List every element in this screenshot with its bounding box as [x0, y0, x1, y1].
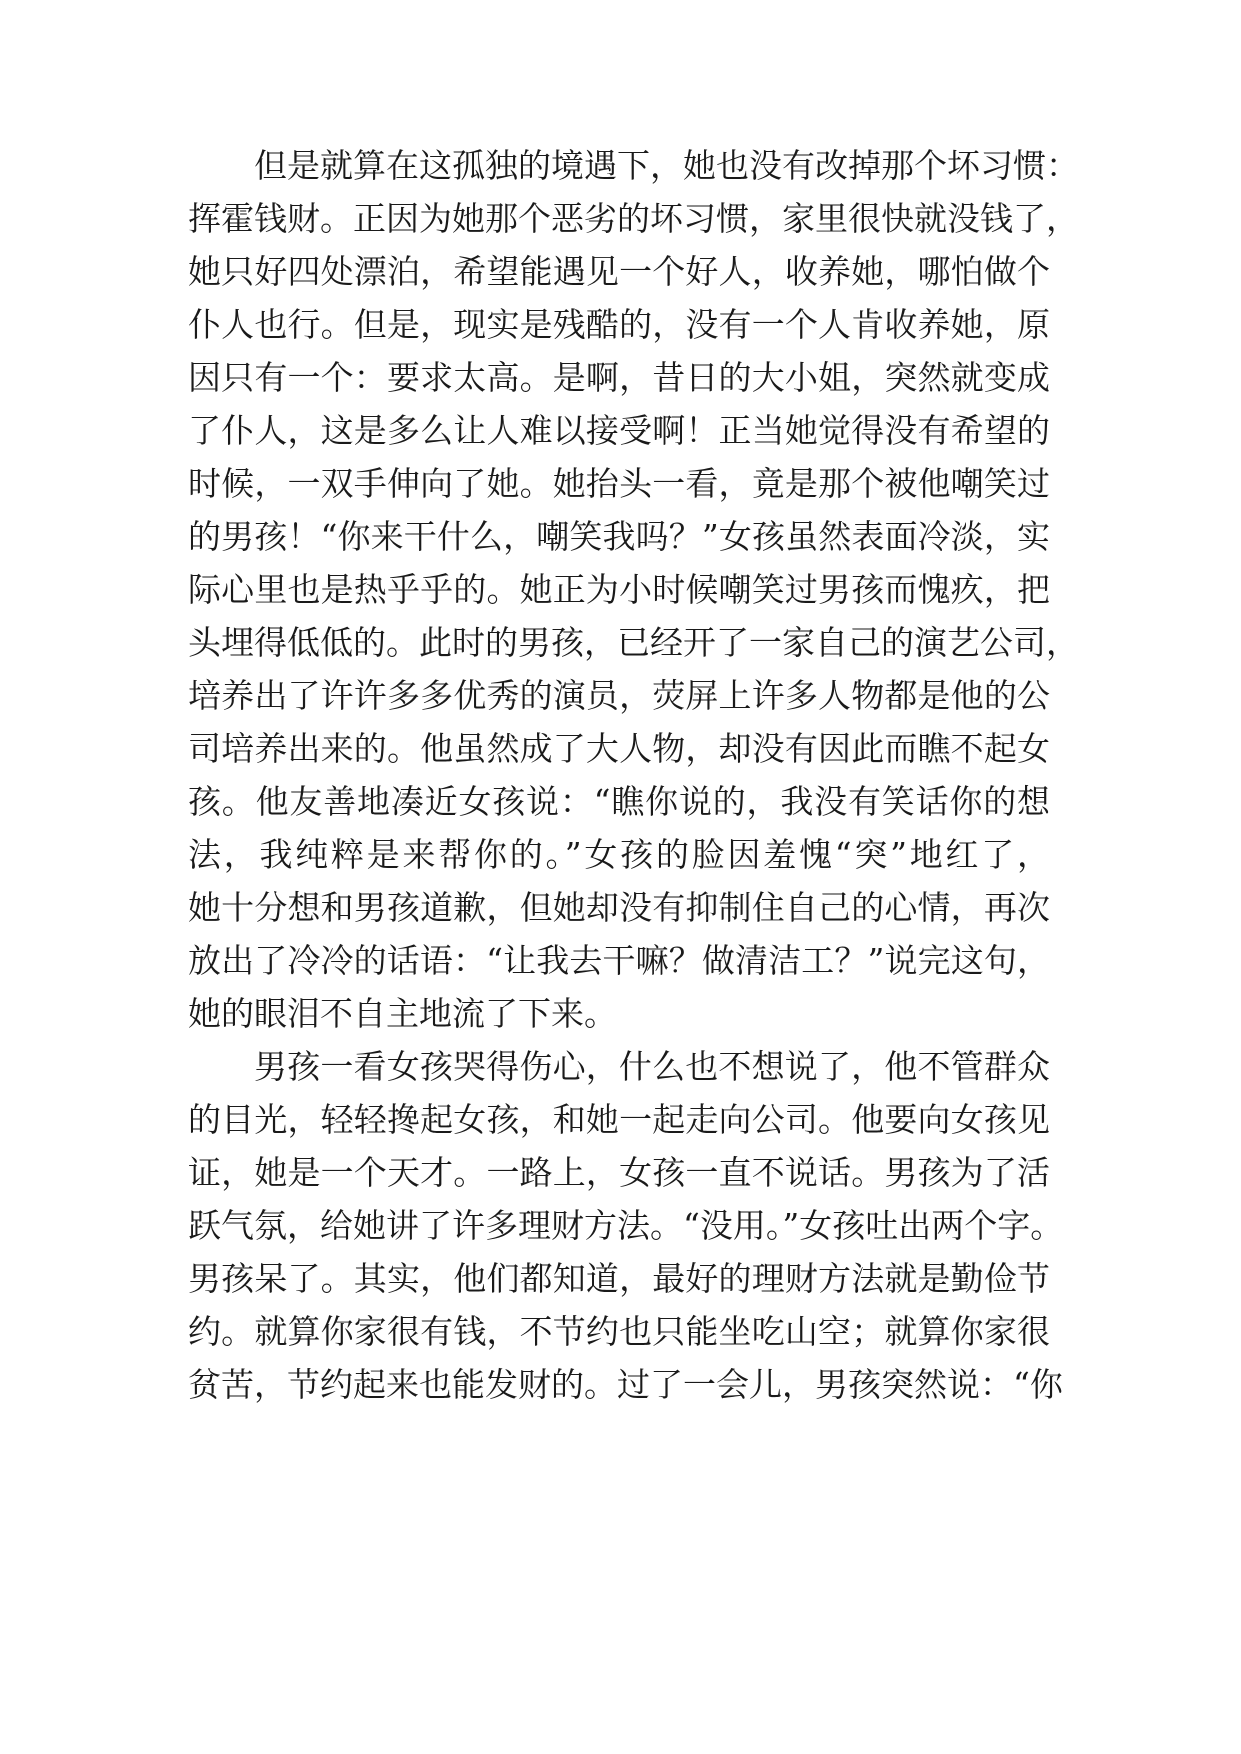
text-line: 她只好四处漂泊，希望能遇见一个好人，收养她，哪怕做个: [188, 252, 1050, 291]
text-line: 男孩呆了。其实，他们都知道，最好的理财方法就是勤俭节: [188, 1259, 1050, 1298]
text-line: 司培养出来的。他虽然成了大人物，却没有因此而瞧不起女: [188, 729, 1050, 768]
text-line: 她的眼泪不自主地流了下来。: [188, 994, 617, 1033]
text-line: 孩。他友善地凑近女孩说：“瞧你说的，我没有笑话你的想: [188, 782, 1050, 821]
text-line: 培养出了许许多多优秀的演员，荧屏上许多人物都是他的公: [188, 676, 1050, 715]
text-line: 时候，一双手伸向了她。她抬头一看，竟是那个被他嘲笑过: [188, 464, 1050, 503]
text-line: 头埋得低低的。此时的男孩，已经开了一家自己的演艺公司，: [188, 623, 1079, 662]
text-line: 放出了冷冷的话语：“让我去干嘛？做清洁工？”说完这句，: [188, 941, 1050, 980]
text-line: 男孩一看女孩哭得伤心，什么也不想说了，他不管群众: [254, 1047, 1050, 1086]
text-line: 的目光，轻轻搀起女孩，和她一起走向公司。他要向女孩见: [188, 1100, 1050, 1139]
text-line: 但是就算在这孤独的境遇下，她也没有改掉那个坏习惯：: [254, 146, 1079, 185]
text-line: 仆人也行。但是，现实是残酷的，没有一个人肯收养她，原: [188, 305, 1050, 344]
text-line: 她十分想和男孩道歉，但她却没有抑制住自己的心情，再次: [188, 888, 1050, 927]
text-line: 法，我纯粹是来帮你的。”女孩的脸因羞愧“突”地红了，: [188, 835, 1050, 874]
text-line: 因只有一个：要求太高。是啊，昔日的大小姐，突然就变成: [188, 358, 1050, 397]
text-line: 挥霍钱财。正因为她那个恶劣的坏习惯，家里很快就没钱了，: [188, 199, 1079, 238]
text-line: 的男孩！“你来干什么，嘲笑我吗？”女孩虽然表面冷淡，实: [188, 517, 1050, 556]
text-line: 际心里也是热乎乎的。她正为小时候嘲笑过男孩而愧疚，把: [188, 570, 1050, 609]
text-line: 贫苦，节约起来也能发财的。过了一会儿，男孩突然说：“你: [188, 1365, 1063, 1404]
text-line: 证，她是一个天才。一路上，女孩一直不说话。男孩为了活: [188, 1153, 1050, 1192]
text-line: 跃气氛，给她讲了许多理财方法。“没用。”女孩吐出两个字。: [188, 1206, 1064, 1245]
text-line: 约。就算你家很有钱，不节约也只能坐吃山空；就算你家很: [188, 1312, 1050, 1351]
text-line: 了仆人，这是多么让人难以接受啊！正当她觉得没有希望的: [188, 411, 1050, 450]
